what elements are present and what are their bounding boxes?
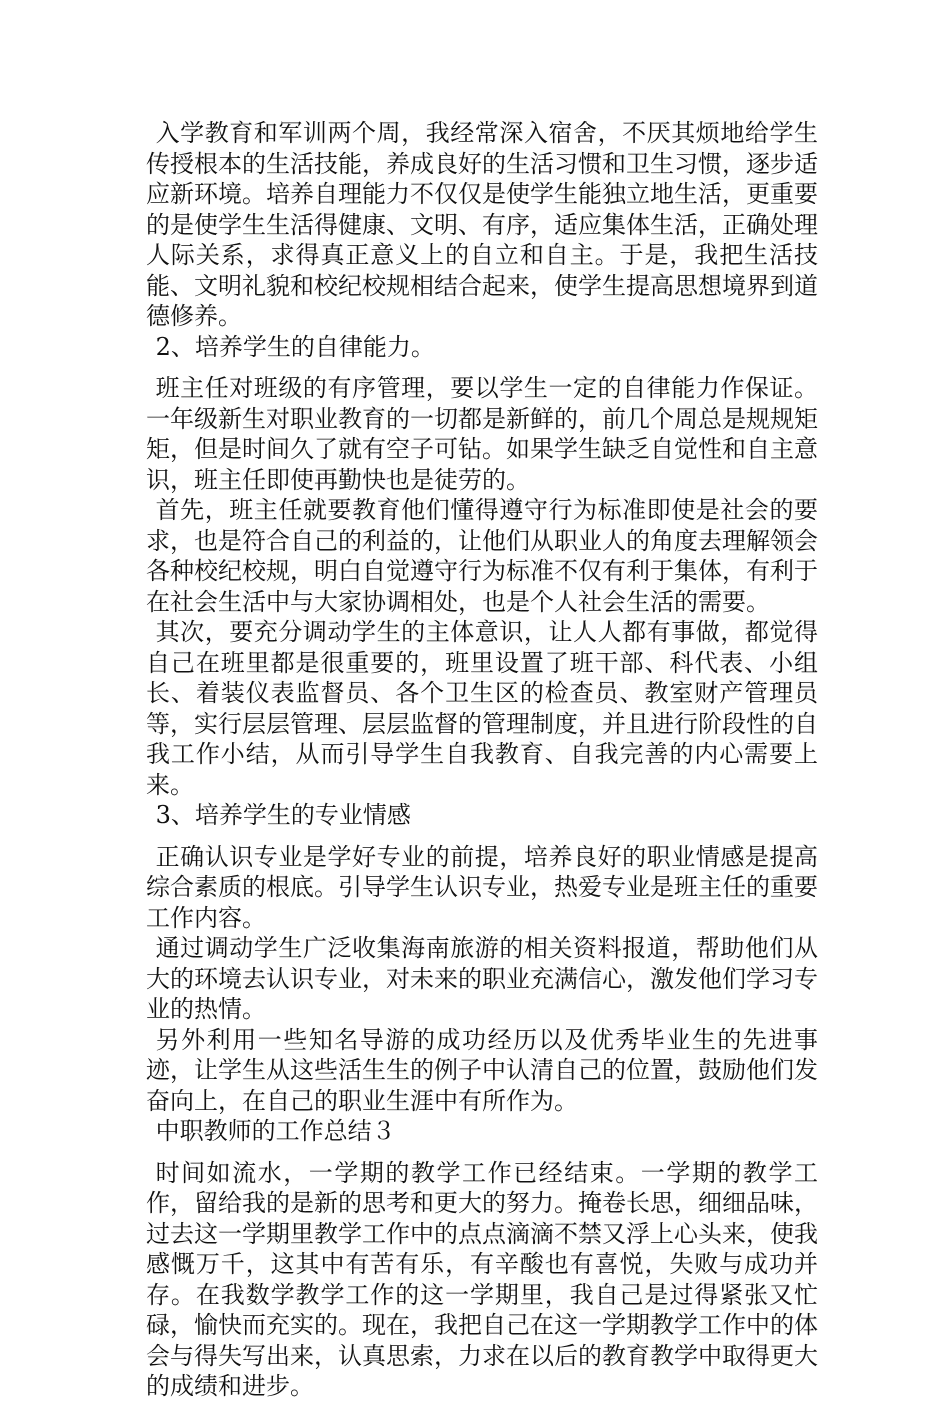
paragraph-understand-major: 正确认识专业是学好专业的前提，培养良好的职业情感是提高综合素质的根底。引导学生认识专业，热爱专业是班主任的重要工作内容。 xyxy=(146,842,818,932)
paragraph-dorm-guidance: 入学教育和军训两个周，我经常深入宿舍，不厌其烦地给学生传授根本的生活技能，养成良好的生活习惯和卫生习惯，逐步适应新环境。培养自理能力不仅仅是使学生能独立地生活，更重要的是使学生生活得健康、文明、有序，适应集体生活，正确处理人际关系，求得真正意义上的自立和自主。于是，我把生活技能、文明礼貌和校纪校规相结合起来，使学生提高思想境界到道德修养。 xyxy=(146,119,818,330)
paragraph-hainan-tourism: 通过调动学生广泛收集海南旅游的相关资料报道，帮助他们从大的环境去认识专业，对未来的职业充满信心，激发他们学习专业的热情。 xyxy=(146,934,818,1023)
paragraph-role-models: 另外利用一些知名导游的成功经历以及优秀毕业生的先进事迹，让学生从这些活生生的例子中认清自己的位置，鼓励他们发奋向上，在自己的职业生涯中有所作为。 xyxy=(146,1025,818,1115)
section-heading-professional-emotion: 3、培养学生的专业情感 xyxy=(155,801,411,829)
section-heading-self-discipline: 2、培养学生的自律能力。 xyxy=(155,332,435,361)
paragraph-orderly-management: 班主任对班级的有序管理，要以学生一定的自律能力作保证。一年级新生对职业教育的一切都是新鲜的，前几个周总是规规矩矩，但是时间久了就有空子可钻。如果学生缺乏自觉性和自主意识，班主任即使再勤快也是徒劳的。 xyxy=(146,374,818,494)
paragraph-second-subject-awareness: 其次，要充分调动学生的主体意识，让人人都有事做，都觉得自己在班里都是很重要的，班里设置了班干部、科代表、小组长、着装仪表监督员、各个卫生区的检查员、教室财产管理员等，实行层层管理、层层监督的管理制度，并且进行阶段性的自我工作小结，从而引导学生自我教育、自我完善的内心需要上来。 xyxy=(146,618,818,799)
section-heading-summary-3: 中职教师的工作总结３ xyxy=(155,1117,396,1145)
document-body xyxy=(146,118,818,1402)
paragraph-semester-review: 时间如流水，一学期的教学工作已经结束。一学期的教学工作，留给我的是新的思考和更大的努力。掩卷长思，细细品味，过去这一学期里教学工作中的点点滴滴不禁又浮上心头来，使我感慨万千，这其中有苦有乐，有辛酸也有喜悦，失败与成功并存。在我数学教学工作的这一学期里，我自己是过得紧张又忙碌，愉快而充实的。现在，我把自己在这一学期教学工作中的体会与得失写出来，认真思索，力求在以后的教育教学中取得更大的成绩和进步。 xyxy=(146,1158,818,1400)
paragraph-first-norms: 首先，班主任就要教育他们懂得遵守行为标准即使是社会的要求，也是符合自己的利益的，让他们从职业人的角度去理解领会各种校纪校规，明白自觉遵守行为标准不仅有利于集体，有利于在社会生活中与大家协调相处，也是个人社会生活的需要。 xyxy=(146,496,818,616)
